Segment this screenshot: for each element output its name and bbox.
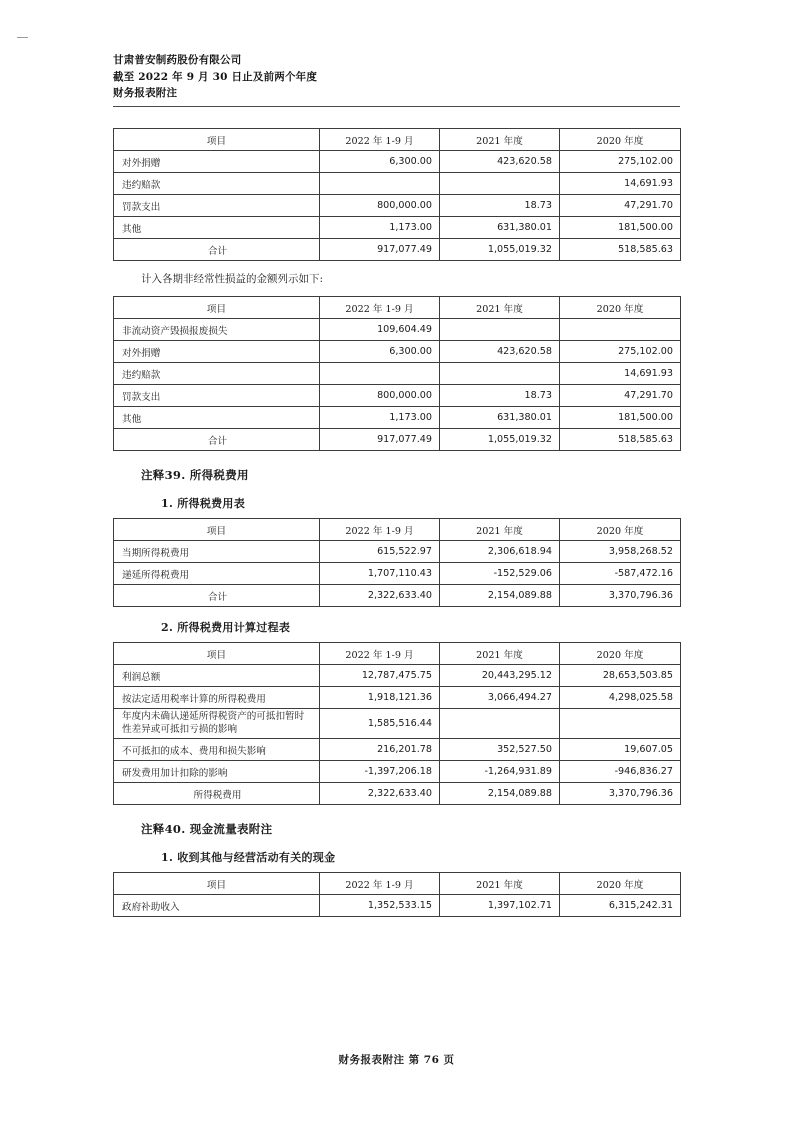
- header-divider: [113, 106, 680, 107]
- cell-value: -587,472.16: [560, 563, 681, 585]
- column-header-2020: 2020 年度: [560, 129, 681, 151]
- table-row: [114, 385, 681, 407]
- header-company-name: 甘肃普安制药股份有限公司: [113, 54, 242, 66]
- cell-value: 181,500.00: [560, 407, 681, 429]
- cell-value: 28,653,503.85: [560, 665, 681, 687]
- cell-value: -1,397,206.18: [320, 761, 440, 783]
- row-label: 罚款支出: [114, 195, 320, 217]
- cell-value: 18.73: [440, 195, 560, 217]
- column-header-2021: 2021 年度: [440, 643, 560, 665]
- header-doc-title: 财务报表附注: [113, 87, 178, 99]
- column-header-2022: 2022 年 1-9 月: [320, 873, 440, 895]
- cell-value: 423,620.58: [440, 151, 560, 173]
- column-header-item: 项目: [114, 519, 320, 541]
- row-label-total: 合计: [114, 429, 320, 451]
- row-label: 对外捐赠: [114, 341, 320, 363]
- cell-value: 3,066,494.27: [440, 687, 560, 709]
- table-row: [114, 319, 681, 341]
- cell-value: 1,055,019.32: [440, 239, 560, 261]
- cell-value: 2,322,633.40: [320, 585, 440, 607]
- cell-value: -1,264,931.89: [440, 761, 560, 783]
- cell-value: 518,585.63: [560, 429, 681, 451]
- cell-value: 1,585,516.44: [320, 709, 440, 739]
- cell-value: [560, 319, 681, 341]
- cell-value: 109,604.49: [320, 319, 440, 341]
- cell-value: 2,306,618.94: [440, 541, 560, 563]
- row-label-total: 合计: [114, 239, 320, 261]
- cell-value: 47,291.70: [560, 195, 681, 217]
- cell-value: 1,397,102.71: [440, 895, 560, 917]
- row-label: 违约赔款: [114, 173, 320, 195]
- row-label: 年度内未确认递延所得税资产的可抵扣暂时性差异或可抵扣亏损的影响: [114, 709, 320, 739]
- row-label: 罚款支出: [114, 385, 320, 407]
- column-header-item: 项目: [114, 643, 320, 665]
- cell-value: 6,300.00: [320, 151, 440, 173]
- table-total-row: [114, 429, 681, 451]
- cell-value: 275,102.00: [560, 341, 681, 363]
- cell-value: 4,298,025.58: [560, 687, 681, 709]
- row-label: 对外捐赠: [114, 151, 320, 173]
- row-label: 当期所得税费用: [114, 541, 320, 563]
- cell-value: 631,380.01: [440, 217, 560, 239]
- column-header-2020: 2020 年度: [560, 297, 681, 319]
- column-header-item: 项目: [114, 873, 320, 895]
- cell-value: 3,370,796.36: [560, 783, 681, 805]
- table-row: [114, 739, 681, 761]
- table-total-row: [114, 783, 681, 805]
- cell-value: -946,836.27: [560, 761, 681, 783]
- column-header-2021: 2021 年度: [440, 873, 560, 895]
- cell-value: [440, 173, 560, 195]
- table-income-tax-reconciliation: [113, 642, 681, 805]
- heading-note-40: 注释40. 现金流量表附注: [141, 822, 273, 836]
- heading-note-40-sub-1: 1. 收到其他与经营活动有关的现金: [161, 851, 336, 864]
- cell-value: 1,173.00: [320, 407, 440, 429]
- cell-value: 3,370,796.36: [560, 585, 681, 607]
- row-label: 利润总额: [114, 665, 320, 687]
- row-label: 递延所得税费用: [114, 563, 320, 585]
- column-header-2020: 2020 年度: [560, 519, 681, 541]
- column-header-2020: 2020 年度: [560, 643, 681, 665]
- row-label: 其他: [114, 217, 320, 239]
- cell-value: [320, 363, 440, 385]
- paragraph-nonrecurring-intro: 计入各期非经常性损益的金额列示如下:: [141, 273, 324, 285]
- column-header-2022: 2022 年 1-9 月: [320, 297, 440, 319]
- page-footer: 财务报表附注 第 76 页: [338, 1054, 455, 1066]
- cell-value: 6,300.00: [320, 341, 440, 363]
- table-row: [114, 195, 681, 217]
- table-row: [114, 173, 681, 195]
- table-header-row: [114, 643, 681, 665]
- cell-value: [560, 709, 681, 739]
- table-total-row: [114, 239, 681, 261]
- cell-value: 518,585.63: [560, 239, 681, 261]
- cell-value: 1,055,019.32: [440, 429, 560, 451]
- header-period: 截至 2022 年 9 月 30 日止及前两个年度: [113, 70, 318, 83]
- cell-value: 14,691.93: [560, 173, 681, 195]
- cell-value: 1,173.00: [320, 217, 440, 239]
- cell-value: 19,607.05: [560, 739, 681, 761]
- page-corner-mark: [17, 30, 31, 44]
- cell-value: 800,000.00: [320, 385, 440, 407]
- cell-value: 423,620.58: [440, 341, 560, 363]
- cell-value: 631,380.01: [440, 407, 560, 429]
- cell-value: [320, 173, 440, 195]
- row-label: 非流动资产毁损报废损失: [114, 319, 320, 341]
- row-label-total: 所得税费用: [114, 783, 320, 805]
- column-header-2021: 2021 年度: [440, 519, 560, 541]
- column-header-item: 项目: [114, 297, 320, 319]
- table-row: [114, 895, 681, 917]
- table-total-row: [114, 585, 681, 607]
- cell-value: 216,201.78: [320, 739, 440, 761]
- cell-value: [440, 709, 560, 739]
- column-header-2022: 2022 年 1-9 月: [320, 129, 440, 151]
- cell-value: 12,787,475.75: [320, 665, 440, 687]
- cell-value: 14,691.93: [560, 363, 681, 385]
- table-nonrecurring-items: [113, 128, 681, 261]
- cell-value: [440, 363, 560, 385]
- cell-value: 2,154,089.88: [440, 783, 560, 805]
- cell-value: 2,322,633.40: [320, 783, 440, 805]
- cell-value: 47,291.70: [560, 385, 681, 407]
- cell-value: 18.73: [440, 385, 560, 407]
- cell-value: 1,707,110.43: [320, 563, 440, 585]
- table-row: [114, 665, 681, 687]
- cell-value: 1,918,121.36: [320, 687, 440, 709]
- column-header-2021: 2021 年度: [440, 297, 560, 319]
- row-label-total: 合计: [114, 585, 320, 607]
- table-nonrecurring-profit-loss: [113, 296, 681, 451]
- column-header-2021: 2021 年度: [440, 129, 560, 151]
- heading-note-39-sub-2: 2. 所得税费用计算过程表: [161, 621, 291, 634]
- row-label: 政府补助收入: [114, 895, 320, 917]
- column-header-2022: 2022 年 1-9 月: [320, 519, 440, 541]
- table-header-row: [114, 129, 681, 151]
- cell-value: -152,529.06: [440, 563, 560, 585]
- cell-value: 800,000.00: [320, 195, 440, 217]
- cell-value: 20,443,295.12: [440, 665, 560, 687]
- heading-note-39-sub-1: 1. 所得税费用表: [161, 497, 246, 510]
- table-header-row: [114, 873, 681, 895]
- column-header-2020: 2020 年度: [560, 873, 681, 895]
- table-row: [114, 363, 681, 385]
- table-row: [114, 709, 681, 739]
- row-label: 按法定适用税率计算的所得税费用: [114, 687, 320, 709]
- cell-value: 917,077.49: [320, 429, 440, 451]
- row-label: 研发费用加计扣除的影响: [114, 761, 320, 783]
- table-row: [114, 151, 681, 173]
- document-header: [113, 52, 680, 102]
- table-row: [114, 563, 681, 585]
- table-other-operating-cash-received: [113, 872, 681, 917]
- table-row: [114, 761, 681, 783]
- table-header-row: [114, 297, 681, 319]
- heading-note-39: 注释39. 所得税费用: [141, 468, 249, 482]
- document-body: [113, 128, 680, 917]
- cell-value: 181,500.00: [560, 217, 681, 239]
- cell-value: 1,352,533.15: [320, 895, 440, 917]
- table-row: [114, 407, 681, 429]
- cell-value: 275,102.00: [560, 151, 681, 173]
- cell-value: [440, 319, 560, 341]
- table-income-tax-expense: [113, 518, 681, 607]
- cell-value: 3,958,268.52: [560, 541, 681, 563]
- cell-value: 615,522.97: [320, 541, 440, 563]
- cell-value: 6,315,242.31: [560, 895, 681, 917]
- table-row: [114, 541, 681, 563]
- cell-value: 2,154,089.88: [440, 585, 560, 607]
- row-label: 违约赔款: [114, 363, 320, 385]
- row-label: 其他: [114, 407, 320, 429]
- table-row: [114, 341, 681, 363]
- cell-value: 352,527.50: [440, 739, 560, 761]
- table-row: [114, 217, 681, 239]
- row-label: 不可抵扣的成本、费用和损失影响: [114, 739, 320, 761]
- table-header-row: [114, 519, 681, 541]
- column-header-2022: 2022 年 1-9 月: [320, 643, 440, 665]
- cell-value: 917,077.49: [320, 239, 440, 261]
- column-header-item: 项目: [114, 129, 320, 151]
- table-row: [114, 687, 681, 709]
